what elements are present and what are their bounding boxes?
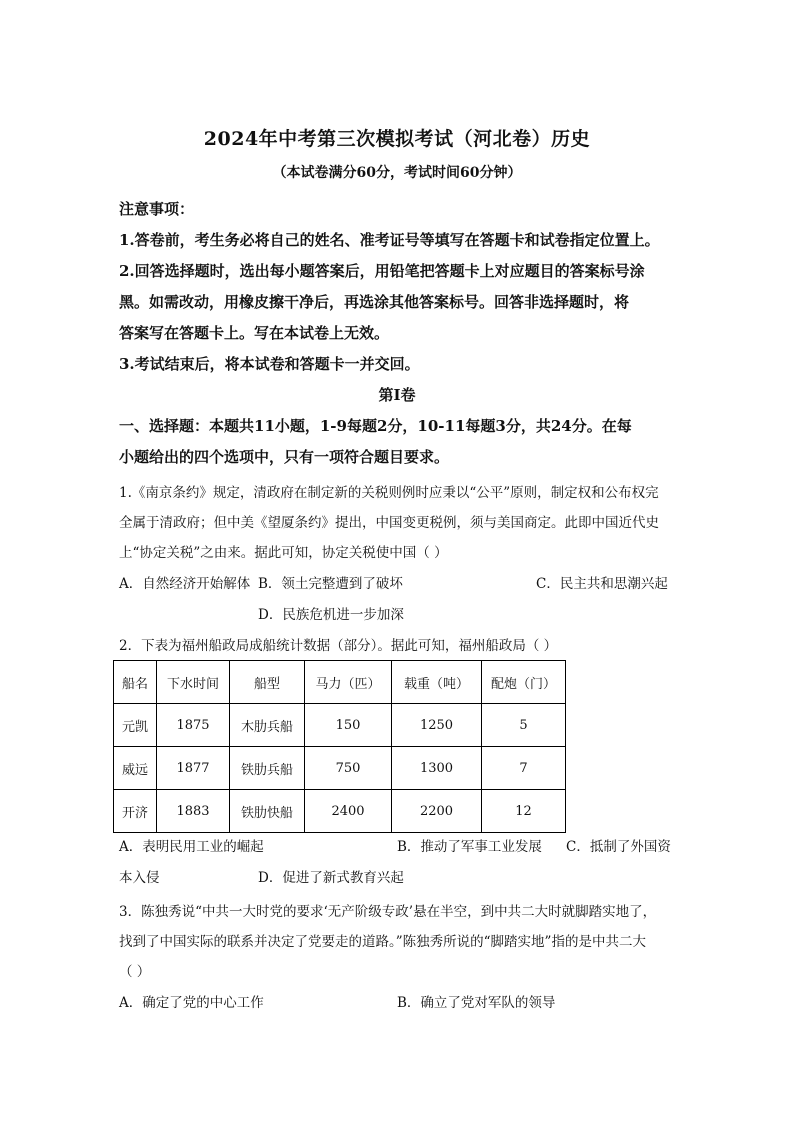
q1-stem-line-2: 全属于清政府；但中美《望厦条约》提出，中国变更税例，须与美国商定。此即中国近代史	[119, 515, 659, 531]
notice-line-3: 黑。如需改动，用橡皮擦干净后，再选涂其他答案标号。回答非选择题时，将	[119, 293, 630, 311]
table-row	[114, 704, 566, 747]
volume-heading: 第Ⅰ卷	[378, 386, 416, 404]
table-cell: 铁肋兵船	[230, 747, 305, 790]
table-cell: 12	[482, 790, 566, 833]
q2-option-a: A．表明民用工业的崛起	[119, 839, 264, 855]
table-header-cell: 下水时间	[157, 661, 230, 704]
section-line-1: 一、选择题：本题共11小题，1-9每题2分，10-11每题3分，共24分。在每	[119, 417, 632, 435]
q3-stem-line-2: 找到了中国实际的联系并决定了党要走的道路。”陈独秀所说的“脚踏实地”指的是中共二大	[119, 934, 646, 950]
q1-option-b: B．领土完整遭到了破坏	[258, 576, 403, 592]
q1-option-a: A．自然经济开始解体	[119, 576, 251, 592]
table-cell: 1877	[157, 747, 230, 790]
table-cell: 1300	[392, 747, 482, 790]
table-cell: 开济	[114, 790, 157, 833]
table-cell: 1875	[157, 704, 230, 747]
table-cell: 750	[305, 747, 392, 790]
q2-option-c: C．抵制了外国资	[566, 839, 671, 855]
table-cell: 铁肋快船	[230, 790, 305, 833]
table-cell: 威远	[114, 747, 157, 790]
table-header-cell: 马力（匹）	[305, 661, 392, 704]
q2-stem: 2．下表为福州船政局成船统计数据（部分）。据此可知，福州船政局（ ）	[119, 638, 558, 654]
table-header-cell: 载重（吨）	[392, 661, 482, 704]
table-cell: 木肋兵船	[230, 704, 305, 747]
exam-subtitle: （本试卷满分60分，考试时间60分钟）	[272, 165, 522, 181]
table-header-row	[114, 661, 566, 704]
notice-heading: 注意事项：	[119, 200, 195, 218]
table-cell: 150	[305, 704, 392, 747]
q2-option-c-continued: 本入侵	[119, 870, 160, 886]
q1-option-c: C．民主共和思潮兴起	[536, 576, 668, 592]
table-cell: 2200	[392, 790, 482, 833]
q2-option-d: D．促进了新式教育兴起	[258, 870, 404, 886]
table-row	[114, 790, 566, 833]
table-cell: 1250	[392, 704, 482, 747]
table-cell: 5	[482, 704, 566, 747]
q1-option-d: D．民族危机进一步加深	[258, 607, 404, 623]
table-cell: 7	[482, 747, 566, 790]
section-line-2: 小题给出的四个选项中，只有一项符合题目要求。	[119, 448, 450, 466]
q3-stem-line-1: 3．陈独秀说“中共一大时党的要求‘无产阶级专政’悬在半空，到中共二大时就脚踏实地了，	[119, 904, 657, 920]
table-cell: 2400	[305, 790, 392, 833]
table-row	[114, 747, 566, 790]
ship-statistics-table	[113, 660, 566, 833]
notice-line-5: 3.考试结束后，将本试卷和答题卡一并交回。	[119, 355, 420, 373]
table-cell: 元凯	[114, 704, 157, 747]
q1-stem-line-3: 上“协定关税”之由来。据此可知，协定关税使中国（ ）	[119, 545, 448, 561]
q3-stem-line-3: （ ）	[119, 964, 151, 980]
table-cell: 1883	[157, 790, 230, 833]
q2-option-b: B．推动了军事工业发展	[397, 839, 542, 855]
notice-line-4: 答案写在答题卡上。写在本试卷上无效。	[119, 324, 390, 342]
table-header-cell: 船型	[230, 661, 305, 704]
table-header-cell: 配炮（门）	[482, 661, 566, 704]
table-header-cell: 船名	[114, 661, 157, 704]
q3-option-b: B．确立了党对军队的领导	[397, 995, 556, 1011]
notice-line-1: 1.答卷前，考生务必将自己的姓名、准考证号等填写在答题卡和试卷指定位置上。	[119, 231, 660, 249]
q1-stem-line-1: 1.《南京条约》规定，清政府在制定新的关税则例时应秉以“公平”原则，制定权和公布权完	[119, 485, 659, 501]
q3-option-a: A．确定了党的中心工作	[119, 995, 264, 1011]
notice-line-2: 2.回答选择题时，选出每小题答案后，用铅笔把答题卡上对应题目的答案标号涂	[119, 262, 645, 280]
exam-title: 2024年中考第三次模拟考试（河北卷）历史	[203, 128, 591, 150]
